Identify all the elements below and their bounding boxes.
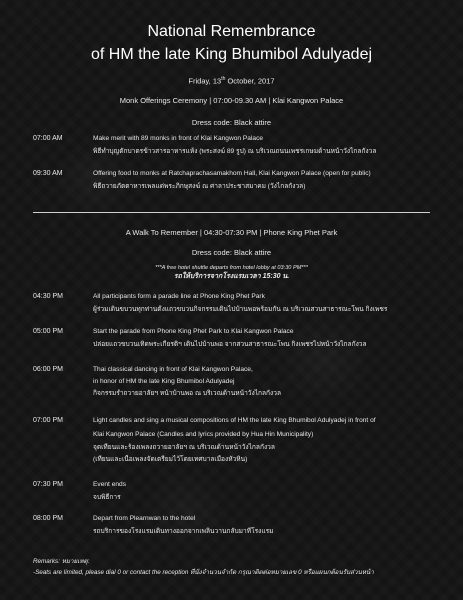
event-description xyxy=(93,292,438,315)
event-line-th: กิจกรรมรำถวายอาลัยฯ หน้าบ้านพอ ณ บริเวณด้านหน้าวังไกลกังวล xyxy=(93,390,281,397)
remarks-label: Remarks: หมายเหตุ: xyxy=(33,558,90,565)
event-date xyxy=(0,74,463,87)
event-time: 07:00 AM xyxy=(33,135,63,142)
event-description xyxy=(93,514,438,537)
date-prefix: Friday, 13 xyxy=(188,76,222,86)
event-time: 07:30 PM xyxy=(33,481,63,488)
title-line-2: of HM the late King Bhumibol Adulyadej xyxy=(90,46,373,63)
event-time: 09:30 AM xyxy=(33,170,63,177)
event-time: 08:00 PM xyxy=(33,515,63,522)
event-line-th: ปล่อยแถวขบวนเทิดพระเกียรติฯ เดินไปบ้านพอ จากสวนสาธารณะโพน กิ่งเพชรไปหน้าวังไกลกังวล xyxy=(93,341,367,348)
event-line-en: All participants form a parade line at Phone King Phet Park xyxy=(93,293,265,300)
section2-dress-code: Dress code: Black attire xyxy=(191,248,272,257)
section1-dress-code: Dress code: Black attire xyxy=(191,118,272,127)
event-time: 07:00 PM xyxy=(33,417,63,424)
remarks-text: -Seats are limited, please dial 0 or contact the reception ที่นั่งจำนวนจำกัด กรุณาติดต่อหมายเลข 0 หรือแผนกต้อนรับส่วนหน้า xyxy=(33,569,374,576)
event-time: 04:30 PM xyxy=(33,293,63,300)
event-time: 06:00 PM xyxy=(33,366,63,373)
event-description xyxy=(93,480,438,503)
section2-heading: A Walk To Remember | 04:30-07:30 PM | Phone King Phet Park xyxy=(125,228,338,237)
event-line-en: Make merit with 89 monks in front of Klai Kangwon Palace xyxy=(93,135,264,142)
event-line-en: Thai classical dancing in front of Klai Kangwon Palace, xyxy=(93,366,253,373)
event-line-th: จุดเทียนและร้องเพลงถวายอาลัยฯ ณ บริเวณด้านหน้าวังไกลกังวล xyxy=(93,444,275,451)
event-description xyxy=(93,169,438,192)
event-line-en: Offering food to monks at Ratchaprachasamakhom Hall, Klai Kangwon Palace (open for public) xyxy=(93,170,371,177)
event-line-en: Start the parade from Phone King Phet Park to Klai Kangwon Palace xyxy=(93,328,294,335)
title-line-1: National Remembrance xyxy=(147,23,316,40)
date-suffix: October, 2017 xyxy=(225,76,275,86)
section-divider xyxy=(33,212,430,213)
event-line-th: รถบริการของโรงแรมเดินทางออกจากเพลินวานกลับมาที่โรงแรม xyxy=(93,528,274,535)
date-suffix-sup: th xyxy=(221,76,226,82)
shuttle-note-en: ***A free hotel shuttle departs from hotel lobby at 03:30 PM*** xyxy=(155,265,308,271)
event-line-en: Depart from Plearnwan to the hotel xyxy=(93,515,196,522)
event-line-en: Event ends xyxy=(93,481,126,488)
event-description xyxy=(93,327,438,350)
event-line-th: พิธีถวายภัตตาหารเพลแด่พระภิกษุสงฆ์ ณ ศาลาประชาสมาคม (วังไกลกังวล) xyxy=(93,183,306,190)
event-line-en: in honor of HM the late King Bhumibol Adulyadej xyxy=(93,378,235,385)
event-description xyxy=(93,365,438,399)
event-time: 05:00 PM xyxy=(33,328,63,335)
event-line-th: (เทียนและเนื้อเพลงจัดเตรียมไว้โดยเทศบาลเมืองหัวหิน) xyxy=(93,456,248,463)
event-line-th: ผู้ร่วมเดินขบวนทุกท่านตั้งแถวขบวนกิจกรรมเดินไปบ้านพอพร้อมกัน ณ บริเวณสวนสาธารณะโพน กิ่งเพชร xyxy=(93,306,388,313)
shuttle-note-th: รถให้บริการจากโรงแรมเวลา 15:30 น. xyxy=(173,273,290,280)
event-description xyxy=(93,134,438,157)
event-description xyxy=(93,416,438,465)
event-line-th: จบพิธีการ xyxy=(93,494,121,501)
event-line-en: Light candles and sing a musical compositions of HM the late King Bhumibol Adulyadej in front of xyxy=(93,417,376,424)
section1-heading: Monk Offerings Ceremony | 07:00-09.30 AM | Klai Kangwon Palace xyxy=(119,96,344,105)
event-line-en: Klai Kangwon Palace (Candles and lyrics provided by Hua Hin Municipality) xyxy=(93,431,314,438)
event-line-th: พิธีทำบุญตักบาตรข้าวสารอาหารแห้ง (พระสงฆ์ 89 รูป) ณ บริเวณถนนเพชรเกษมด้านหน้าวังไกลกังวล xyxy=(93,148,377,155)
